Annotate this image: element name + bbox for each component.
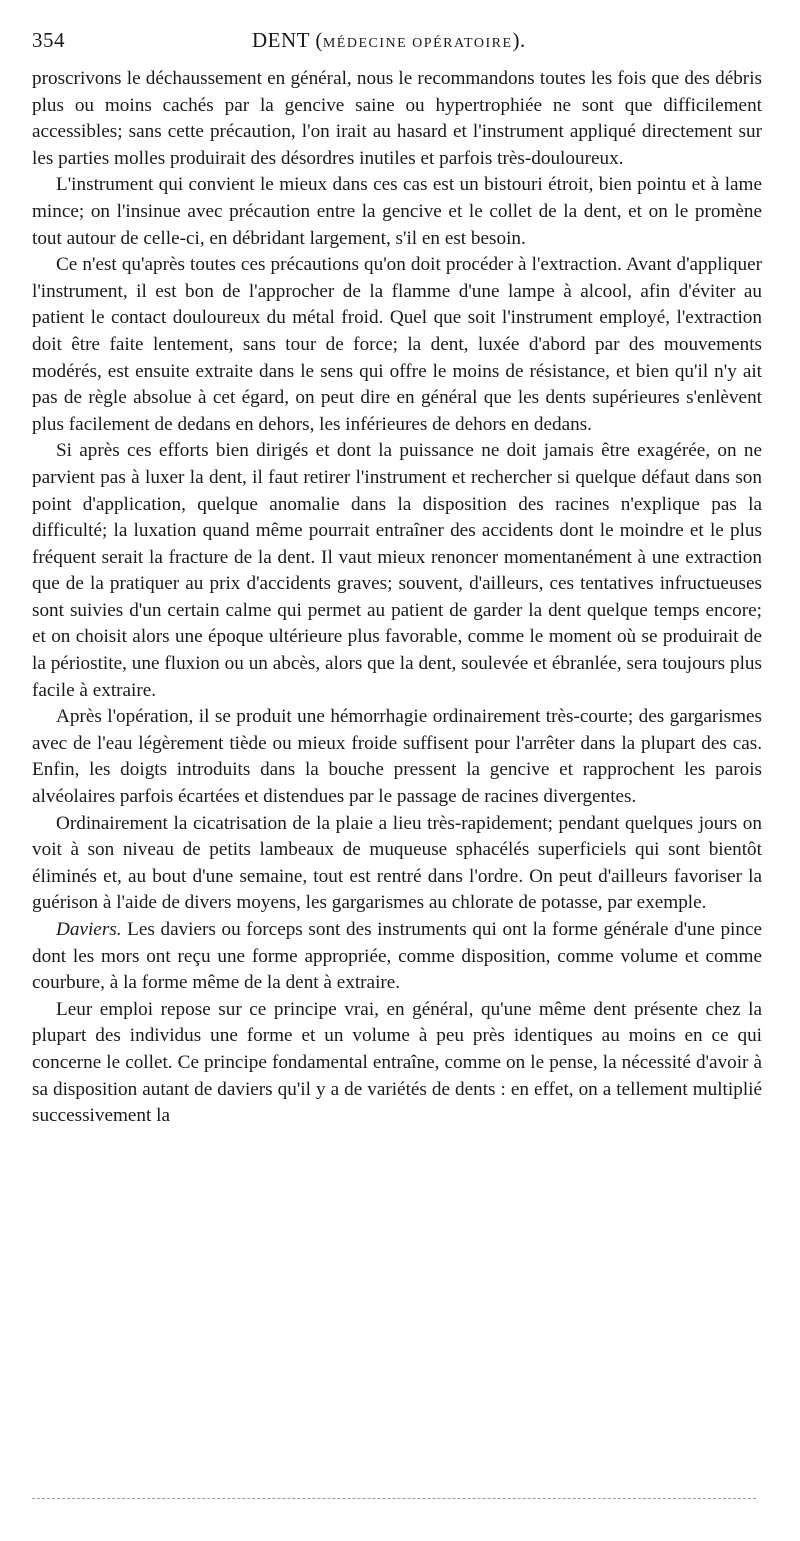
paragraph-hemorrhage: Après l'opération, il se produit une hémorrhagie ordinairement très-courte; des gargarismes avec de l'eau légèrement tiède ou mieux froide suffisent pour l'arrêter dans la plupart des cas. Enfin, les doigts introduits dans la bouche pressent la gencive et rapprochent les parois alvéolaires parfois écartées et distendues par le passage de racines divergentes. bbox=[32, 706, 762, 808]
paragraph-daviers bbox=[32, 917, 762, 997]
running-head bbox=[32, 28, 762, 62]
paragraph-extraction: Ce n'est qu'après toutes ces précautions qu'on doit procéder à l'extraction. Avant d'appliquer l'instrument, il est bon de l'approcher de la flamme d'une lampe à alcool, afin d'éviter au patient le contact douloureux du métal froid. Quel que soit l'instrument employé, l'extraction doit être faite lentement, sans tour de force; la dent, luxée d'abord par des mouvements modérés, est ensuite extraite dans le sens qui offre le moins de résistance, et bien qu'il n'y ait pas de règle absolue à cet égard, on peut dire en général que les dents supérieures s'enlèvent plus facilement de dedans en dehors, les inférieures de dehors en dedans. bbox=[32, 254, 762, 435]
header-title-sub: MÉDECINE OPÉRATOIRE bbox=[322, 36, 513, 51]
page-number: 354 bbox=[32, 28, 65, 52]
footer-rule bbox=[32, 1498, 756, 1499]
paragraph-principle: Leur emploi repose sur ce principe vrai, en général, qu'une même dent présente chez la plupart des individus une forme et un volume à peu près identiques au moins en ce qui concerne le collet. Ce principe fondamental entraîne, comme on le pense, la nécessité d'avoir à sa disposition autant de daviers qu'il y a de variétés de dents : en effet, on a tellement multiplié successivement la bbox=[32, 998, 762, 1127]
paragraph-continued: proscrivons le déchaussement en général, nous le recommandons toutes les fois que des débris plus ou moins cachés par la gencive saine ou hypertrophiée ne sont que difficilement accessibles; sans cette précaution, l'on irait au hasard et l'instrument appliqué directement sur les parties molles produirait des désordres inutiles et parfois très-douloureux. bbox=[32, 68, 762, 169]
header-title-main: DENT bbox=[252, 28, 310, 52]
paragraph-healing: Ordinairement la cicatrisation de la plaie a lieu très-rapidement; pendant quelques jours on voit à son niveau de petits lambeaux de muqueuse sphacélés superficiels qui sont bientôt éliminés et, au bout d'une semaine, tout est rentré dans l'ordre. On peut d'ailleurs favoriser la guérison à l'aide de divers moyens, les gargarismes au chlorate de potasse, par exemple. bbox=[32, 812, 762, 914]
header-title-close: ). bbox=[512, 28, 526, 52]
book-page bbox=[32, 28, 762, 1130]
body-text bbox=[32, 66, 762, 1130]
daviers-text: Les daviers ou forceps sont des instruments qui ont la forme générale d'une pince dont les mors ont reçu une forme appropriée, comme disposition, comme volume et comme courbure, à la forme même de la dent à extraire. bbox=[32, 919, 762, 994]
paragraph-bistouri: L'instrument qui convient le mieux dans ces cas est un bistouri étroit, bien pointu et à lame mince; on l'insinue avec précaution entre la gencive et le collet de la dent, et on le promène tout autour de celle-ci, en débridant largement, s'il en est besoin. bbox=[32, 174, 762, 249]
daviers-heading: Daviers. bbox=[56, 919, 122, 940]
header-title bbox=[252, 28, 526, 53]
paragraph-difficulty: Si après ces efforts bien dirigés et dont la puissance ne doit jamais être exagérée, on ne parvient pas à luxer la dent, il faut retirer l'instrument et rechercher si quelque défaut dans son point d'application, quelque anomalie dans la disposition des racines n'explique pas la difficulté; la luxation quand même pourrait entraîner des accidents dont le moindre et le plus fréquent serait la fracture de la dent. Il vaut mieux renoncer momentanément à une extraction que de la pratiquer au prix d'accidents graves; souvent, d'ailleurs, ces tentatives infructueuses sont suivies d'un certain calme qui permet au patient de garder la dent quelque temps encore; et on choisit alors une époque ultérieure plus favorable, comme le moment où se produirait de la périostite, une fluxion ou un abcès, alors que la dent, soulevée et ébranlée, sera toujours plus facile à extraire. bbox=[32, 440, 762, 701]
header-title-open: ( bbox=[309, 28, 323, 52]
